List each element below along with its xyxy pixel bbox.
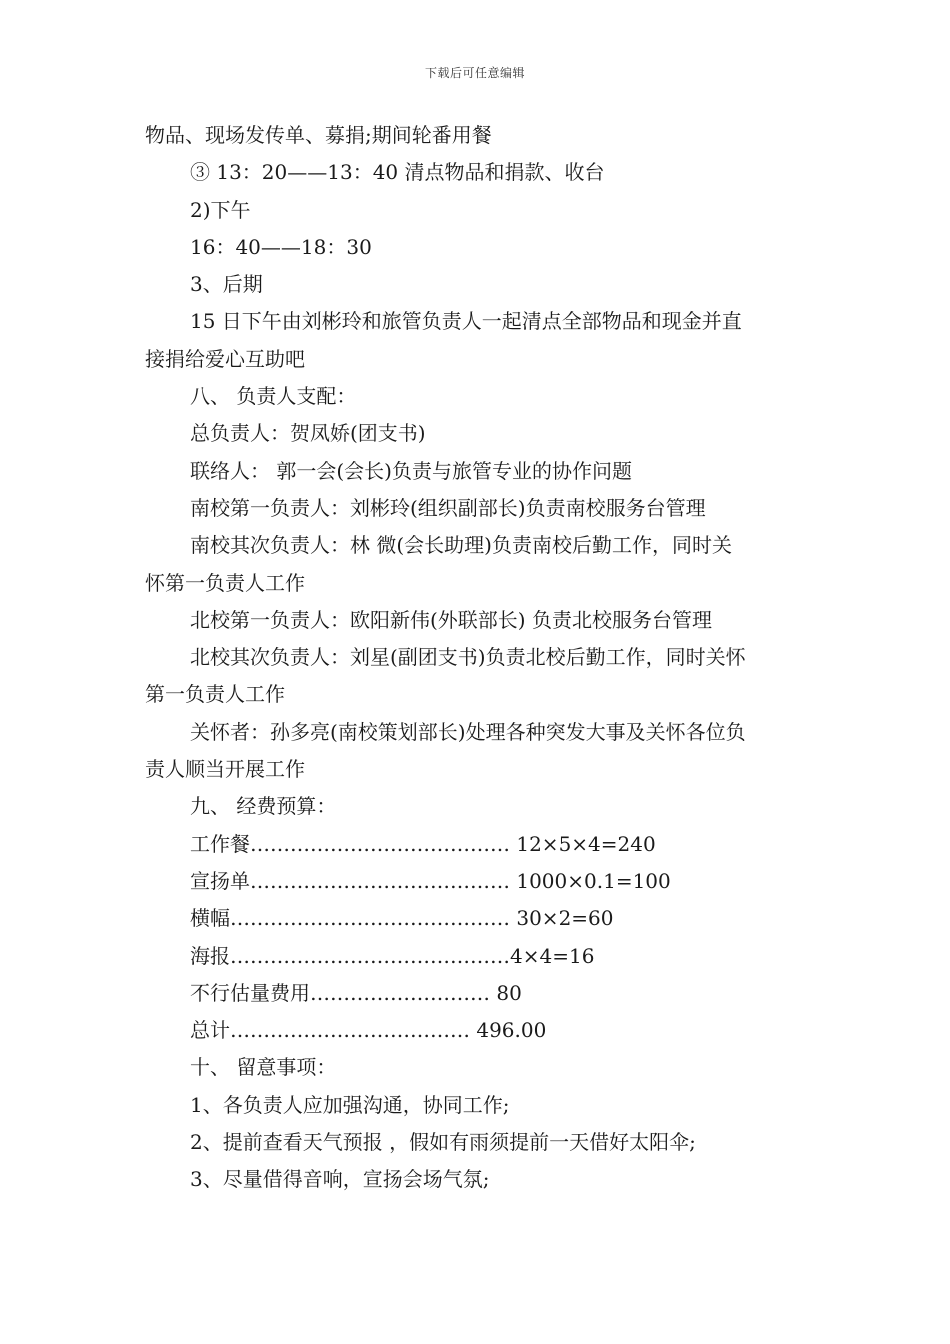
- text-line: 北校其次负责人：刘星(副团支书)负责北校后勤工作，同时关怀: [190, 645, 746, 670]
- text-line: 南校其次负责人：林 微(会长助理)负责南校后勤工作，同时关: [190, 533, 732, 558]
- text-line: 十、 留意事项：: [190, 1055, 337, 1080]
- text-line: 联络人： 郭一会(会长)负责与旅管专业的协作问题: [190, 458, 632, 483]
- text-line: 横幅…………………………………… 30×2=60: [190, 906, 614, 931]
- page-header: 下载后可任意编辑: [424, 66, 525, 80]
- text-line: 工作餐………………………………… 12×5×4=240: [190, 831, 656, 856]
- text-line: 关怀者：孙多亮(南校策划部长)处理各种突发大事及关怀各位负: [190, 719, 746, 744]
- text-line: 宣扬单………………………………… 1000×0.1=100: [190, 868, 671, 893]
- text-line: 北校第一负责人：欧阳新伟(外联部长) 负责北校服务台管理: [190, 607, 712, 632]
- text-line: 第一负责人工作: [145, 682, 285, 707]
- text-line: 南校第一负责人：刘彬玲(组织副部长)负责南校服务台管理: [190, 495, 706, 520]
- text-line: 1、各负责人应加强沟通，协同工作;: [190, 1092, 510, 1117]
- text-line: 16：40——18：30: [190, 234, 372, 259]
- document-body: [145, 117, 813, 1199]
- text-line: 2、提前查看天气预报 ，假如有雨须提前一天借好太阳伞;: [190, 1130, 696, 1155]
- text-line: 2)下午: [190, 197, 251, 222]
- text-line: 总计……………………………… 496.00: [190, 1018, 547, 1043]
- text-line: 接捐给爱心互助吧: [145, 346, 305, 371]
- text-line: 九、 经费预算：: [190, 794, 337, 819]
- text-line: 海报……………………………………4×4=16: [190, 943, 595, 968]
- text-line: 不行估量费用……………………… 80: [190, 980, 522, 1005]
- text-line: 责人顺当开展工作: [145, 757, 305, 782]
- text-line: 总负责人：贺凤娇(团支书): [190, 421, 426, 446]
- text-line: 3、尽量借得音响，宣扬会场气氛;: [190, 1167, 490, 1192]
- text-line: 15 日下午由刘彬玲和旅管负责人一起清点全部物品和现金并直: [190, 309, 742, 334]
- text-line: 物品、现场发传单、募捐;期间轮番用餐: [145, 123, 492, 147]
- text-line: 八、 负责人支配：: [190, 384, 357, 409]
- text-line: 怀第一负责人工作: [145, 570, 305, 595]
- text-line: 3、后期: [190, 272, 263, 297]
- text-line: ③ 13：20——13：40 清点物品和捐款、收台: [190, 160, 605, 185]
